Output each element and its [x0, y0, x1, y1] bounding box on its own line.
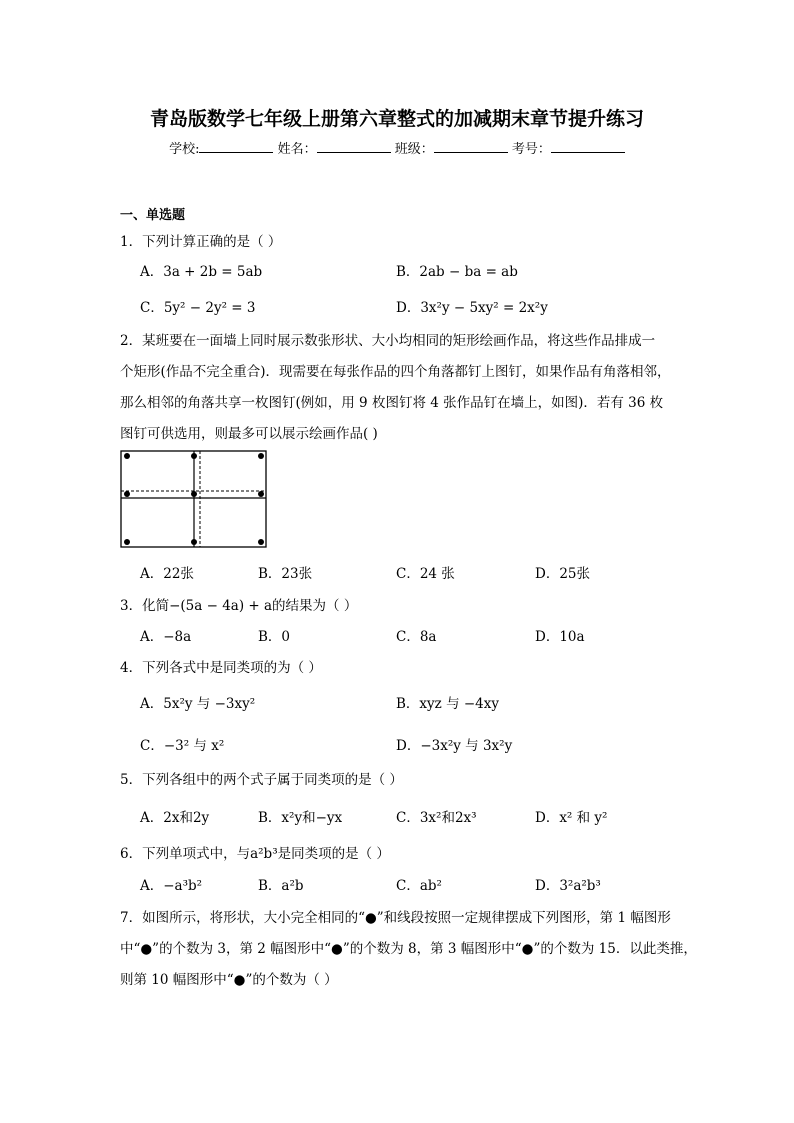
q5-option-c: C．3x²和2x³ [396, 810, 477, 826]
q5-stem: 5．下列各组中的两个式子属于同类项的是（ ） [120, 772, 403, 788]
class-label: 班级： [394, 142, 434, 157]
q4-option-a: A．5x²y 与 −3xy² [140, 696, 256, 712]
student-info-line [0, 138, 794, 157]
q3-option-b: B．0 [258, 629, 291, 645]
name-label: 姓名： [277, 142, 317, 157]
q2-line-2: 个矩形(作品不完全重合)．现需要在每张作品的四个角落都钉上图钉，如果作品有角落相邻， [120, 364, 671, 380]
q2-line-1: 2．某班要在一面墙上同时展示数张形状、大小均相同的矩形绘画作品，将这些作品排成一 [120, 333, 656, 349]
q2-option-b: B．23张 [258, 566, 313, 582]
exam-no-label: 考号： [511, 142, 551, 157]
pin [191, 453, 197, 459]
q6-option-b: B．a²b [258, 878, 304, 894]
section-heading: 一、单选题 [120, 208, 186, 223]
page-title: 青岛版数学七年级上册第六章整式的加减期末章节提升练习 [149, 108, 644, 130]
school-label: 学校: [169, 142, 200, 157]
q6-option-c: C．ab² [396, 878, 442, 894]
q7-line-1: 7．如图所示，将形状，大小完全相同的“●”和线段按照一定规律摆成下列图形，第 1 幅图形 [120, 910, 671, 926]
q5-option-b: B．x²y和−yx [258, 810, 343, 826]
q2-figure-pinned-artworks [120, 450, 268, 550]
exam-no-blank [551, 140, 625, 153]
pin [191, 491, 197, 497]
q5-option-d: D．x² 和 y² [535, 810, 608, 826]
q6-option-a: A．−a³b² [140, 878, 203, 894]
school-blank [199, 140, 273, 153]
q1-option-d: D．3x²y − 5xy² = 2x²y [396, 300, 548, 316]
q1-option-a: A．3a + 2b = 5ab [140, 264, 263, 280]
q3-option-a: A．−8a [140, 629, 192, 645]
pin [258, 491, 264, 497]
q2-line-3: 那么相邻的角落共享一枚图钉(例如，用 9 枚图钉将 4 张作品钉在墙上，如图)．若有 36 枚 [120, 395, 664, 411]
q2-option-d: D．25张 [535, 566, 591, 582]
q1-option-c: C．5y² − 2y² = 3 [140, 300, 256, 316]
q5-option-a: A．2x和2y [140, 810, 210, 826]
q4-option-d: D．−3x²y 与 3x²y [396, 738, 513, 754]
q1-option-b: B．2ab − ba = ab [396, 264, 518, 280]
q3-option-c: C．8a [396, 629, 437, 645]
pin [124, 491, 130, 497]
pin [258, 453, 264, 459]
pin [191, 539, 197, 545]
q2-line-4: 图钉可供选用，则最多可以展示绘画作品( ) [120, 426, 378, 442]
q3-stem: 3．化简−(5a − 4a) + a的结果为（ ） [120, 598, 358, 614]
q4-option-b: B．xyz 与 −4xy [396, 696, 499, 712]
pin [124, 539, 130, 545]
q3-option-d: D．10a [535, 629, 585, 645]
q7-line-3: 则第 10 幅图形中“●”的个数为（ ） [120, 972, 338, 988]
q2-option-a: A．22张 [140, 566, 194, 582]
name-blank [317, 140, 391, 153]
q6-option-d: D．3²a²b³ [535, 878, 601, 894]
class-blank [434, 140, 508, 153]
q1-stem: 1．下列计算正确的是（ ） [120, 234, 282, 250]
pin [124, 453, 130, 459]
q2-option-c: C．24 张 [396, 566, 455, 582]
q4-stem: 4．下列各式中是同类项的为（ ） [120, 660, 322, 676]
q6-stem: 6．下列单项式中，与a²b³是同类项的是（ ） [120, 846, 390, 862]
q4-option-c: C．−3² 与 x² [140, 738, 225, 754]
q7-line-2: 中“●”的个数为 3，第 2 幅图形中“●”的个数为 8，第 3 幅图形中“●”的个数为 15．以此类推， [120, 941, 697, 957]
pin [258, 539, 264, 545]
